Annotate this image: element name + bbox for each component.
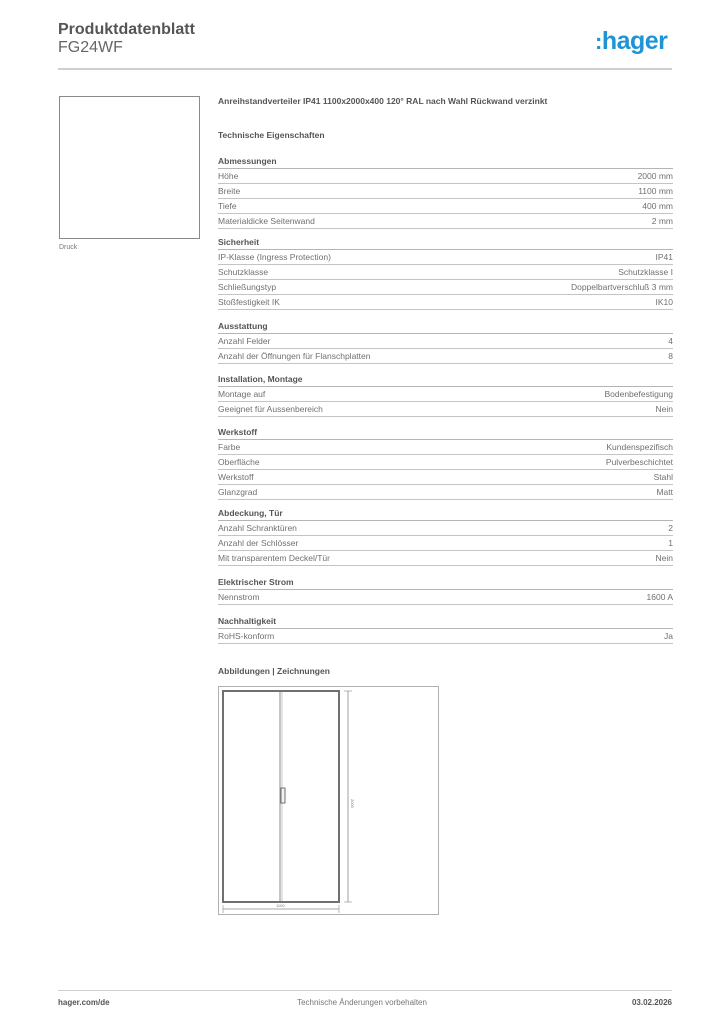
property-value: Matt bbox=[656, 487, 673, 497]
property-label: Nennstrom bbox=[218, 592, 260, 602]
cabinet-drawing-icon bbox=[219, 687, 438, 914]
product-image-caption: Druck bbox=[59, 244, 78, 251]
section-title: Werkstoff bbox=[218, 426, 673, 440]
section-material bbox=[218, 426, 673, 500]
section-title: Ausstattung bbox=[218, 320, 673, 334]
property-row bbox=[218, 590, 673, 605]
property-label: Werkstoff bbox=[218, 472, 254, 482]
property-value: Pulverbeschichtet bbox=[605, 457, 673, 467]
property-value: 4 bbox=[668, 336, 673, 346]
header-divider bbox=[58, 68, 672, 70]
property-label: Anzahl Schranktüren bbox=[218, 523, 297, 533]
property-label: Farbe bbox=[218, 442, 241, 452]
property-label: IP-Klasse (Ingress Protection) bbox=[218, 252, 331, 262]
property-value: 1600 A bbox=[646, 592, 673, 602]
property-row bbox=[218, 387, 673, 402]
property-value: 1100 mm bbox=[638, 186, 673, 196]
property-label: Anzahl der Schlösser bbox=[218, 538, 299, 548]
tech-properties-heading: Technische Eigenschaften bbox=[218, 130, 325, 140]
footer-disclaimer: Technische Änderungen vorbehalten bbox=[297, 998, 427, 1007]
property-value: Ja bbox=[664, 631, 673, 641]
property-value: Schutzklasse I bbox=[618, 267, 673, 277]
footer-divider bbox=[58, 990, 672, 991]
property-label: Materialdicke Seitenwand bbox=[218, 216, 315, 226]
section-safety bbox=[218, 236, 673, 310]
property-row bbox=[218, 470, 673, 485]
product-description: Anreihstandverteiler IP41 1100x2000x400 120° RAL nach Wahl Rückwand verzinkt bbox=[218, 96, 548, 106]
section-title: Elektrischer Strom bbox=[218, 576, 673, 590]
section-title: Nachhaltigkeit bbox=[218, 615, 673, 629]
section-title: Sicherheit bbox=[218, 236, 673, 250]
property-label: Breite bbox=[218, 186, 241, 196]
section-title: Installation, Montage bbox=[218, 373, 673, 387]
svg-text:2000: 2000 bbox=[350, 799, 355, 808]
svg-text:1100: 1100 bbox=[276, 903, 285, 908]
property-row bbox=[218, 402, 673, 417]
section-electrical bbox=[218, 576, 673, 605]
property-row bbox=[218, 334, 673, 349]
property-label: Anzahl Felder bbox=[218, 336, 271, 346]
property-row bbox=[218, 629, 673, 644]
property-value: 400 mm bbox=[642, 201, 673, 211]
hager-logo bbox=[595, 27, 667, 56]
technical-drawing bbox=[218, 686, 439, 915]
property-row bbox=[218, 455, 673, 470]
property-value: Nein bbox=[655, 404, 673, 414]
property-value: 2000 mm bbox=[637, 171, 673, 181]
section-title: Abdeckung, Tür bbox=[218, 507, 673, 521]
property-row bbox=[218, 250, 673, 265]
property-value: Nein bbox=[655, 553, 673, 563]
property-value: Bodenbefestigung bbox=[604, 389, 673, 399]
section-cover-door bbox=[218, 507, 673, 566]
logo-colon-icon: : bbox=[595, 29, 602, 54]
property-label: Oberfläche bbox=[218, 457, 260, 467]
property-value: 8 bbox=[668, 351, 673, 361]
property-label: Schutzklasse bbox=[218, 267, 269, 277]
section-installation bbox=[218, 373, 673, 417]
property-value: IP41 bbox=[655, 252, 673, 262]
property-row bbox=[218, 265, 673, 280]
product-image bbox=[59, 96, 200, 239]
logo-text: hager bbox=[601, 27, 668, 55]
figures-heading: Abbildungen | Zeichnungen bbox=[218, 666, 330, 676]
property-label: Tiefe bbox=[218, 201, 237, 211]
property-label: Mit transparentem Deckel/Tür bbox=[218, 553, 330, 563]
property-label: RoHS-konform bbox=[218, 631, 275, 641]
footer-date: 03.02.2026 bbox=[631, 998, 672, 1007]
property-value: 1 bbox=[668, 538, 673, 548]
property-row bbox=[218, 349, 673, 364]
property-value: Kundenspezifisch bbox=[606, 442, 673, 452]
property-value: Stahl bbox=[653, 472, 673, 482]
footer-website-link[interactable]: hager.com/de bbox=[58, 998, 110, 1007]
property-row bbox=[218, 280, 673, 295]
property-label: Montage auf bbox=[218, 389, 266, 399]
section-sustainability bbox=[218, 615, 673, 644]
property-row bbox=[218, 551, 673, 566]
section-title: Abmessungen bbox=[218, 155, 673, 169]
property-value: Doppelbartverschluß 3 mm bbox=[570, 282, 673, 292]
section-dimensions bbox=[218, 155, 673, 229]
property-row bbox=[218, 169, 673, 184]
property-row bbox=[218, 485, 673, 500]
property-value: IK10 bbox=[655, 297, 673, 307]
property-label: Höhe bbox=[218, 171, 239, 181]
property-row bbox=[218, 440, 673, 455]
document-title: Produktdatenblatt bbox=[58, 21, 195, 38]
property-row bbox=[218, 536, 673, 551]
section-equipment bbox=[218, 320, 673, 364]
property-row bbox=[218, 295, 673, 310]
property-label: Anzahl der Öffnungen für Flanschplatten bbox=[218, 351, 371, 361]
property-label: Schließungstyp bbox=[218, 282, 277, 292]
property-row bbox=[218, 521, 673, 536]
product-code: FG24WF bbox=[58, 39, 123, 56]
property-label: Stoßfestigkeit IK bbox=[218, 297, 280, 307]
property-value: 2 bbox=[668, 523, 673, 533]
property-value: 2 mm bbox=[651, 216, 673, 226]
property-row bbox=[218, 214, 673, 229]
property-row bbox=[218, 184, 673, 199]
property-row bbox=[218, 199, 673, 214]
property-label: Glanzgrad bbox=[218, 487, 258, 497]
property-label: Geeignet für Aussenbereich bbox=[218, 404, 323, 414]
